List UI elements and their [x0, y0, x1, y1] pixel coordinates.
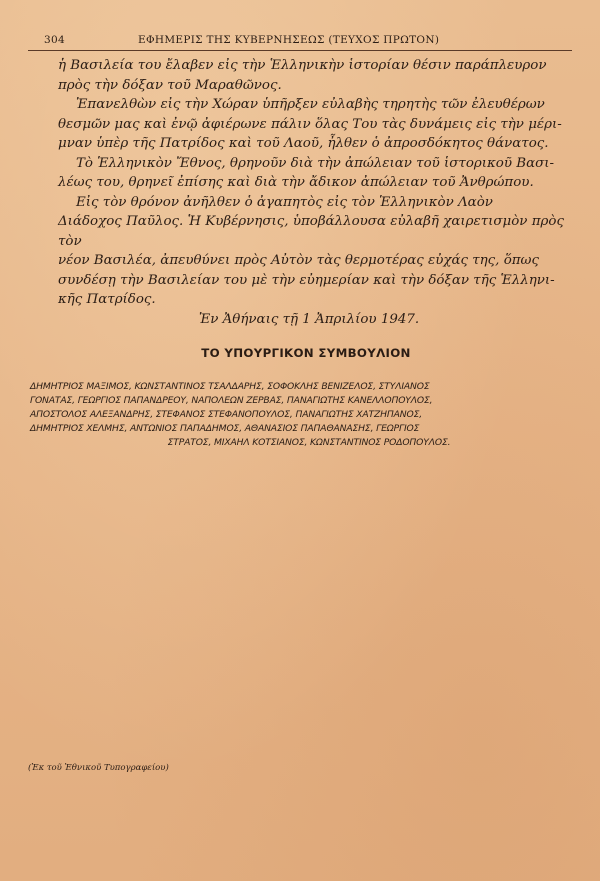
date-line: Ἐν Ἀθήναις τῇ 1 Ἀπριλίου 1947.: [198, 312, 420, 327]
body-line: κῆς Πατρίδος.: [58, 292, 156, 307]
body-line: πρὸς τὴν δόξαν τοῦ Μαραθῶνος.: [58, 77, 282, 93]
signatory-line: ΔΗΜΗΤΡΙΟΣ ΧΕΛΜΗΣ, ΑΝΤΩΝΙΟΣ ΠΑΠΑΔΗΜΟΣ, ΑΘΑΝΑΣΙΟΣ ΠΑΠΑΘΑΝΑΣΗΣ, ΓΕΩΡΓΙΟΣ: [30, 423, 420, 434]
body-line: θεσμῶν μας καὶ ἐνῷ ἀφιέρωνε πάλιν ὅλας Του τὰς δυνάμεις εἰς τὴν μέρι-: [58, 116, 562, 132]
page-number: 304: [44, 34, 65, 46]
proclamation-body: [58, 56, 564, 310]
body-line: νέον Βασιλέα, ἀπευθύνει πρὸς Αὐτὸν τὰς θερμοτέρας εὐχάς της, ὅπως: [58, 253, 539, 268]
signatory-line: ΑΠΟΣΤΟΛΟΣ ΑΛΕΞΑΝΔΡΗΣ, ΣΤΕΦΑΝΟΣ ΣΤΕΦΑΝΟΠΟΥΛΟΣ, ΠΑΝΑΓΙΩΤΗΣ ΧΑΤΖΗΠΑΝΟΣ,: [30, 409, 423, 420]
printer-imprint: (Ἐκ τοῦ Ἐθνικοῦ Τυπογραφείου): [28, 763, 169, 773]
body-line: συνδέσῃ τὴν Βασιλείαν του μὲ τὴν εὐημερίαν καὶ τὴν δόξαν τῆς Ἑλληνι-: [58, 272, 555, 288]
council-title: ΤΟ ΥΠΟΥΡΓΙΚΟΝ ΣΥΜΒΟΥΛΙΟΝ: [201, 346, 411, 360]
signatory-line: ΔΗΜΗΤΡΙΟΣ ΜΑΞΙΜΟΣ, ΚΩΝΣΤΑΝΤΙΝΟΣ ΤΣΑΛΔΑΡΗΣ, ΣΟΦΟΚΛΗΣ ΒΕΝΙΖΕΛΟΣ, ΣΤΥΛΙΑΝΟΣ: [30, 381, 430, 392]
body-line: Εἰς τὸν θρόνον ἀνῆλθεν ὁ ἀγαπητὸς εἰς τὸν Ἑλληνικὸν Λαὸν: [76, 194, 493, 210]
body-line: ἡ Βασιλεία του ἔλαβεν εἰς τὴν Ἑλληνικὴν ἱστορίαν θέσιν παράπλευρον: [58, 58, 547, 73]
signatories-list: [30, 380, 588, 450]
signatory-line: ΓΟΝΑΤΑΣ, ΓΕΩΡΓΙΟΣ ΠΑΠΑΝΔΡΕΟΥ, ΝΑΠΟΛΕΩΝ ΖΕΡΒΑΣ, ΠΑΝΑΓΙΩΤΗΣ ΚΑΝΕΛΛΟΠΟΥΛΟΣ,: [30, 395, 433, 406]
body-line: Ἐπανελθὼν εἰς τὴν Χώραν ὑπῆρξεν εὐλαβὴς τηρητὴς τῶν ἐλευθέρων: [76, 97, 545, 112]
body-line: λέως του, θρηνεῖ ἐπίσης καὶ διὰ τὴν ἄδικον ἀπώλειαν τοῦ Ἀνθρώπου.: [58, 175, 534, 190]
signatory-line: ΣΤΡΑΤΟΣ, ΜΙΧΑΗΛ ΚΟΤΣΙΑΝΟΣ, ΚΩΝΣΤΑΝΤΙΝΟΣ ΡΟΔΟΠΟΥΛΟΣ.: [167, 437, 451, 448]
running-title: ΕΦΗΜΕΡΙΣ ΤΗΣ ΚΥΒΕΡΝΗΣΕΩΣ (ΤΕΥΧΟΣ ΠΡΩΤΟΝ): [138, 34, 440, 46]
page-header: [28, 34, 572, 51]
body-line: Διάδοχος Παῦλος. Ἡ Κυβέρνησις, ὑποβάλλουσα εὐλαβῆ χαιρετισμὸν πρὸς τὸν: [58, 214, 564, 249]
body-line: Τὸ Ἑλληνικὸν Ἔθνος, θρηνοῦν διὰ τὴν ἀπώλειαν τοῦ ἱστορικοῦ Βασι-: [76, 155, 555, 171]
body-line: μναν ὑπὲρ τῆς Πατρίδος καὶ τοῦ Λαοῦ, ἦλθεν ὁ ἀπροσδόκητος θάνατος.: [58, 136, 549, 151]
